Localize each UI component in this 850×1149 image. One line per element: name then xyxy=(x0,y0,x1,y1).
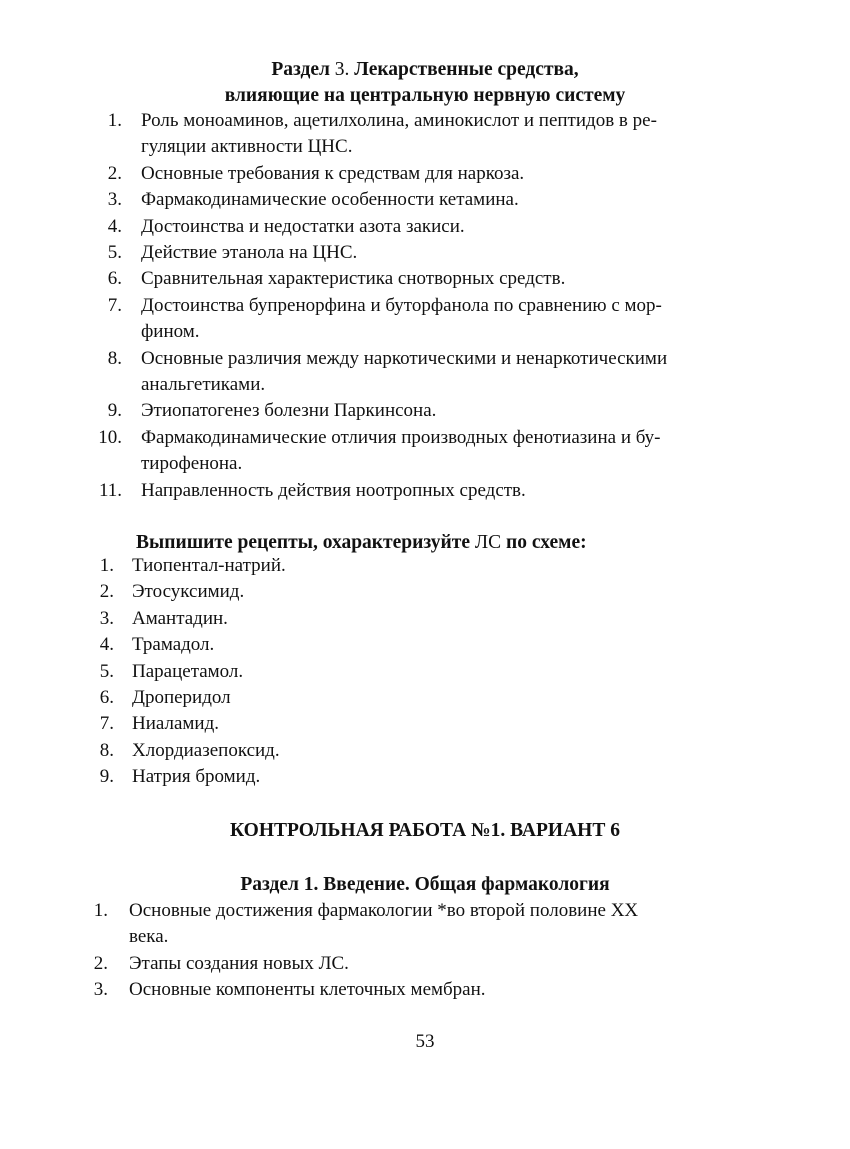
list-item-number: 2. xyxy=(93,952,108,974)
list-item-text xyxy=(132,738,594,764)
list-item xyxy=(88,977,728,1003)
list-item-text-line: Достоинства и недостатки азота закиси. xyxy=(141,215,465,237)
list-item xyxy=(98,240,738,266)
list-item-text-line: фином. xyxy=(141,321,200,343)
list-item-text xyxy=(141,240,738,266)
list-item-number: 1. xyxy=(93,900,108,921)
list-item-text xyxy=(141,425,738,478)
list-item-text xyxy=(141,187,738,213)
list-item xyxy=(98,266,738,292)
list-item-text xyxy=(132,764,594,790)
list-item-text-line: Этосуксимид. xyxy=(132,581,245,603)
list-item-text-line: Основные компоненты клеточных мембран. xyxy=(129,979,486,1001)
page-number: 53 xyxy=(415,1031,435,1052)
section-3-heading xyxy=(0,57,850,109)
list-item-number: 5. xyxy=(99,660,114,682)
list-item-number: 9. xyxy=(107,400,122,422)
list-item xyxy=(94,711,594,737)
list-item-number: 8. xyxy=(99,739,114,761)
list-item-text-line: анальгетиками. xyxy=(141,374,266,396)
list-item-text-line: века. xyxy=(129,926,169,948)
list-item-text-line: Основные различия между наркотическими и ненаркотическими xyxy=(141,347,668,369)
list-item-text xyxy=(141,161,738,187)
list-item xyxy=(98,187,738,213)
list-item xyxy=(98,293,738,346)
list-item-text-line: Натрия бромид. xyxy=(132,766,261,788)
list-item-number: 2. xyxy=(99,581,114,603)
list-item-number: 1. xyxy=(107,110,122,131)
list-item-text xyxy=(141,108,738,161)
section-3-heading-line-1: Раздел 3. Лекарственные средства, xyxy=(271,59,579,80)
list-item-text xyxy=(129,951,728,977)
list-item-number: 2. xyxy=(107,162,122,184)
list-item-text xyxy=(141,478,738,504)
list-item xyxy=(98,346,738,399)
list-item-text-line: Тиопентал-натрий. xyxy=(132,555,286,576)
list-item xyxy=(94,659,594,685)
list-item-number: 3. xyxy=(93,979,108,1001)
list-item-text-line: Основные требования к средствам для наркоза. xyxy=(141,162,525,184)
list-item-text xyxy=(132,632,594,658)
list-item-text xyxy=(141,398,738,424)
list-item-text-line: гуляции активности ЦНС. xyxy=(141,136,353,158)
list-item xyxy=(94,606,594,632)
list-item-text-line: Фармакодинамические отличия производных фенотиазина и бу- xyxy=(141,426,661,448)
list-item xyxy=(98,214,738,240)
list-item-number: 8. xyxy=(107,347,122,369)
list-item xyxy=(88,898,728,951)
list-item-text-line: Сравнительная характеристика снотворных средств. xyxy=(141,268,566,290)
list-item xyxy=(94,553,594,579)
list-item-text-line: Амантадин. xyxy=(132,607,228,629)
list-item-number: 6. xyxy=(107,268,122,290)
list-item-text xyxy=(132,685,594,711)
list-item-text-line: Направленность действия ноотропных средств. xyxy=(141,479,526,501)
list-item-number: 7. xyxy=(107,294,122,316)
list-item-number: 5. xyxy=(107,242,122,264)
list-item-text xyxy=(141,214,738,240)
list-item xyxy=(94,738,594,764)
list-item xyxy=(98,478,738,504)
list-item-text xyxy=(141,266,738,292)
list-item-text-line: Дроперидол xyxy=(132,687,231,709)
list-item-number: 1. xyxy=(99,555,114,576)
list-item-number: 4. xyxy=(107,215,122,237)
list-item-text-line: Этапы создания новых ЛС. xyxy=(129,952,349,974)
section-3-question-list xyxy=(98,108,738,504)
list-item-text-line: Достоинства бупренорфина и буторфанола по сравнению с мор- xyxy=(141,294,662,316)
section-1-heading: Раздел 1. Введение. Общая фармакология xyxy=(240,874,610,895)
list-item xyxy=(98,161,738,187)
list-item xyxy=(98,398,738,424)
list-item-number: 3. xyxy=(99,607,114,629)
section-3-heading-line-2: влияющие на центральную нервную систему xyxy=(224,85,626,106)
list-item xyxy=(94,579,594,605)
list-item-text-line: Основные достижения фармакологии *во второй половине XX xyxy=(129,900,639,921)
list-item-number: 11. xyxy=(98,479,122,501)
list-item xyxy=(94,685,594,711)
recipes-heading: Выпишите рецепты, охарактеризуйте ЛС по схеме: xyxy=(136,532,587,553)
list-item-number: 9. xyxy=(99,766,114,788)
list-item-text xyxy=(141,346,738,399)
section-1-question-list xyxy=(88,898,728,1004)
list-item-text xyxy=(132,553,594,579)
list-item-text-line: Ниаламид. xyxy=(132,713,220,735)
list-item-number: 6. xyxy=(99,687,114,709)
list-item-text xyxy=(129,898,728,951)
list-item xyxy=(94,632,594,658)
list-item-text xyxy=(129,977,728,1003)
list-item-number: 7. xyxy=(99,713,114,735)
list-item-text-line: Роль моноаминов, ацетилхолина, аминокислот и пептидов в ре- xyxy=(141,110,657,131)
list-item xyxy=(88,951,728,977)
list-item-text-line: Трамадол. xyxy=(132,634,215,656)
list-item xyxy=(98,425,738,478)
list-item xyxy=(98,108,738,161)
list-item-text xyxy=(132,579,594,605)
list-item-text-line: Действие этанола на ЦНС. xyxy=(141,242,358,264)
list-item xyxy=(94,764,594,790)
list-item-text xyxy=(141,293,738,346)
recipes-list xyxy=(94,553,594,791)
list-item-number: 10. xyxy=(98,426,122,448)
control-work-title: КОНТРОЛЬНАЯ РАБОТА №1. ВАРИАНТ 6 xyxy=(230,820,620,841)
list-item-text xyxy=(132,711,594,737)
list-item-text-line: Парацетамол. xyxy=(132,660,244,682)
list-item-number: 3. xyxy=(107,189,122,211)
list-item-text-line: Фармакодинамические особенности кетамина. xyxy=(141,189,519,211)
list-item-number: 4. xyxy=(99,634,114,656)
list-item-text xyxy=(132,659,594,685)
list-item-text-line: Этиопатогенез болезни Паркинсона. xyxy=(141,400,437,422)
list-item-text xyxy=(132,606,594,632)
list-item-text-line: Хлордиазепоксид. xyxy=(132,739,280,761)
list-item-text-line: тирофенона. xyxy=(141,453,243,475)
